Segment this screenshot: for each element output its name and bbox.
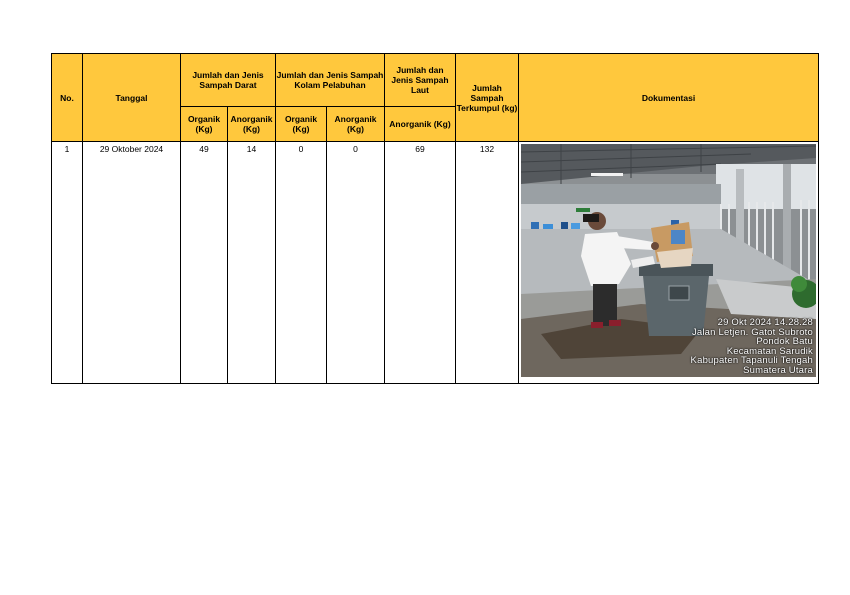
stamp-line: Kecamatan Sarudik <box>726 345 813 357</box>
cell-jumlah-terkumpul: 132 <box>456 142 519 384</box>
cell-laut-anorganik: 69 <box>385 142 456 384</box>
header-sampah-laut: Jumlah dan Jenis Sampah Laut <box>385 54 456 107</box>
stamp-line: Sumatera Utara <box>743 364 813 376</box>
cell-darat-organik: 49 <box>181 142 228 384</box>
header-tanggal: Tanggal <box>83 54 181 142</box>
cell-dokumentasi <box>519 142 819 384</box>
stamp-line: Jalan Letjen. Gatot Subroto <box>691 326 813 338</box>
cell-darat-anorganik: 14 <box>228 142 276 384</box>
cell-kolam-organik: 0 <box>276 142 327 384</box>
stamp-line: Pondok Batu <box>756 336 813 347</box>
header-sampah-darat: Jumlah dan Jenis Sampah Darat <box>181 54 276 107</box>
stamp-line: 29 Okt 2024 14.28.28 <box>717 317 813 328</box>
header-darat-organik: Organik (Kg) <box>181 107 228 142</box>
stamp-line: Kabupaten Tapanuli Tengah <box>690 355 813 366</box>
header-darat-anorganik: Anorganik (Kg) <box>228 107 276 142</box>
header-sampah-kolam: Jumlah dan Jenis Sampah Kolam Pelabuhan <box>276 54 385 107</box>
header-kolam-organik: Organik (Kg) <box>276 107 327 142</box>
table-row <box>52 142 819 384</box>
header-no: No. <box>52 54 83 142</box>
cell-no: 1 <box>52 142 83 384</box>
header-kolam-anorganik: Anorganik (Kg) <box>327 107 385 142</box>
header-dokumentasi: Dokumentasi <box>519 54 819 142</box>
photo-timestamp-stamp <box>691 318 813 375</box>
header-laut-anorganik: Anorganik (Kg) <box>385 107 456 142</box>
header-jumlah-terkumpul: Jumlah Sampah Terkumpul (kg) <box>456 54 519 142</box>
cell-kolam-anorganik: 0 <box>327 142 385 384</box>
waste-report-table <box>51 53 819 384</box>
documentation-photo <box>521 144 816 377</box>
cell-tanggal: 29 Oktober 2024 <box>83 142 181 384</box>
